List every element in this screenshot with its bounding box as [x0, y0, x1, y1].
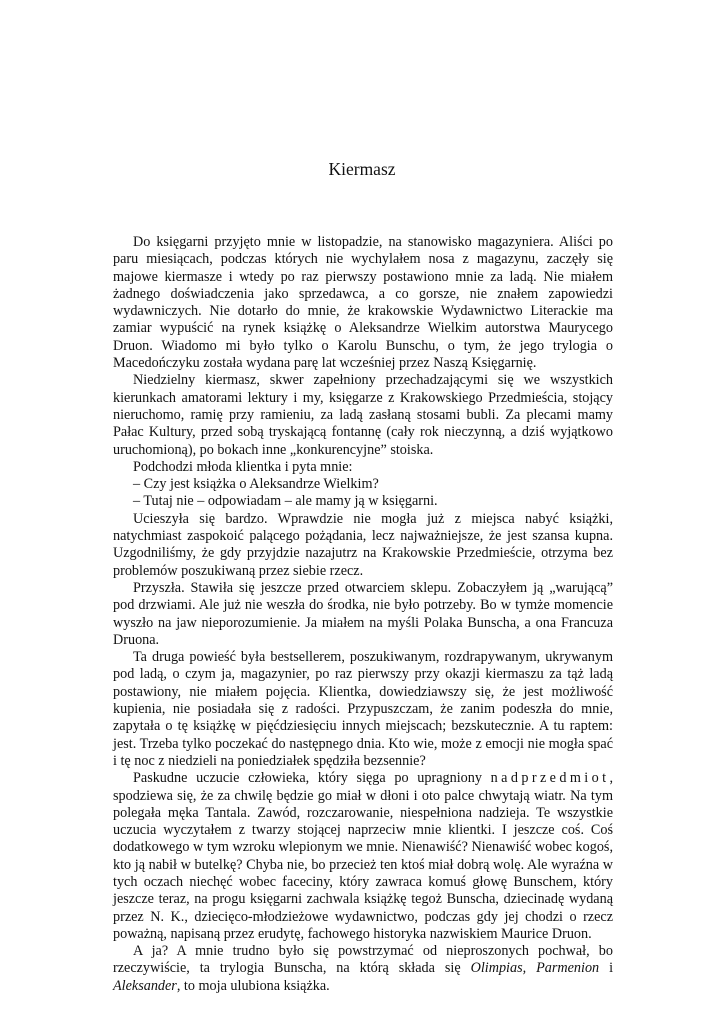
paragraph-text: i — [609, 960, 614, 977]
paragraph — [113, 770, 613, 943]
paragraph: Ta druga powieść była bestsellerem, poszukiwanym, rozdrapywanym, ukrywanym pod ladą, o czym ja, magazynier, po raz pierwszy przy okazji kiermaszu za tąż ladą postawiony, nie miałem pojęcia. Klientka, dowiedziawszy się, że jest możliwość kupienia, nie posiadała się z radości. Przypuszczam, że zanim podeszła do mnie, zapytała o tę książkę w pięćdziesięciu innych miejscach; bezskutecznie. A tu raptem: jest. Trzeba tylko poczekać do następnego dnia. Kto wie, może z emocji nie mogła spać i tę noc z niedzieli na poniedziałek spędziła bezsennie? — [113, 649, 613, 769]
paragraph: Przyszła. Stawiła się jeszcze przed otwarciem sklepu. Zobaczyłem ją „warującą” pod drzwiami. Ale już nie weszła do środka, nie było potrzeby. Bo w tymże momencie wyszło na jaw nieporozumienie. Ja miałem na myśli Polaka Bunscha, a ona Francuza Druona. — [113, 579, 613, 648]
paragraph-text: , to moja ulubiona książka. — [176, 977, 330, 994]
paragraph: – Tutaj nie – odpowiadam – ale mamy ją w księgarni. — [133, 493, 438, 510]
paragraph — [113, 943, 613, 995]
paragraph: Podchodzi młoda klientka i pyta mnie: — [133, 458, 353, 475]
paragraph-text: , spodziewa się, że za chwilę będzie go miał w dłoni i oto palce chwytają wiatr. Na tym polegała męka Tantala. Zawód, rozczarowanie, niespełniona nadzieja. Te wszystkie uczucia wyczytałem z twarzy stojącej naprzeciw mnie klientki. I jeszcze coś. Coś dodatkowego w tym wzroku wlepionym we mnie. Nienawiść? Nienawiść wobec kogoś, kto ją nabił w butelkę? Chyba nie, bo przecież ten ktoś miał dobrą wolę. Ale wyraźna w tych oczach niechęć wobec faceciny, który zawraca komuś głowę Bunschem, który jeszcze teraz, na progu księgarni zachwala książkę tegoż Bunscha, dziecinadę wydaną przez N. K., dziecięco-młodzieżowe wydawnictwo, podczas gdy jej chodzi o rzecz poważną, napisaną przez erudytę, fachowego historyka nazwiskiem Maurice Druon. — [113, 770, 614, 942]
book-titles: Olimpias, Parmenion — [470, 960, 600, 977]
spaced-word: nadprzedmiot — [490, 770, 610, 787]
book-title: Aleksander — [113, 977, 177, 994]
document-body — [113, 234, 613, 995]
paragraph: Ucieszyła się bardzo. Wprawdzie nie mogła już z miejsca nabyć książki, natychmiast zaspokoić palącego pożądania, lecz najważniejsze, że jest szansa kupna. Uzgodniliśmy, że gdy przyjdzie nazajutrz na Krakowskie Przedmieście, otrzyma bez problemów poszukiwaną przez siebie rzecz. — [113, 510, 613, 579]
paragraph: Do księgarni przyjęto mnie w listopadzie, na stanowisko magazyniera. Aliści po paru miesiącach, podczas których nie wychylałem nosa z magazynu, zaczęły się majowe kiermasze i wtedy po raz pierwszy postawiono mnie za ladą. Nie miałem żadnego doświadczenia jako sprzedawca, a co gorsze, nie znałem zapowiedzi wydawniczych. Nie dotarło do mnie, że krakowskie Wydawnictwo Literackie ma zamiar wypuścić na rynek książkę o Aleksandrze Wielkim autorstwa Maurycego Druon. Wiadomo mi było tylko o Karolu Bunschu, o tym, że jego trylogia o Macedończyku została wydana parę lat wcześniej przez Naszą Księgarnię. — [113, 234, 613, 372]
paragraph: Niedzielny kiermasz, skwer zapełniony przechadzającymi się we wszystkich kierunkach amatorami lektury i my, księgarze z Krakowskiego Przedmieścia, stojący nieruchomo, ramię przy ramieniu, za ladą zasłaną stosami bubli. Za plecami mamy Pałac Kultury, przed sobą tryskającą fontannę (cały rok nieczynną, a dziś wyjątkowo uruchomioną), po bokach inne „konkurencyjne” stoiska. — [113, 372, 613, 458]
paragraph-text: A ja? A mnie trudno było się powstrzymać od nieproszonych pochwał, bo rzeczywiście, ta trylogia Bunscha, na którą składa się — [113, 943, 613, 977]
paragraph-text: Paskudne uczucie człowieka, który sięga po upragniony — [133, 770, 482, 787]
document-title: Kiermasz — [328, 159, 396, 179]
paragraph: – Czy jest książka o Aleksandrze Wielkim? — [133, 476, 379, 493]
